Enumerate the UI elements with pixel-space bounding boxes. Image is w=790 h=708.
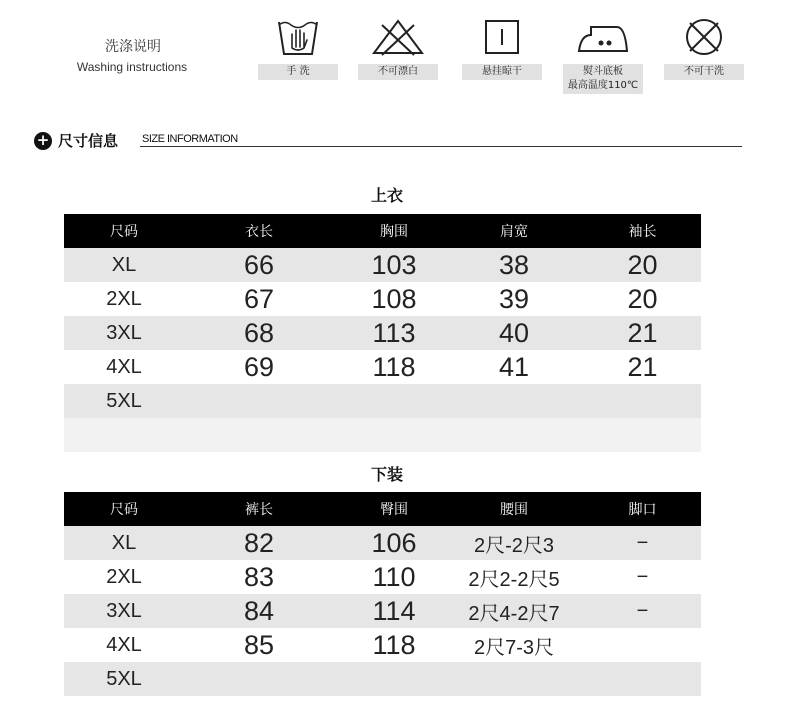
size-cell: XL — [111, 253, 137, 276]
value-cell: 39 — [498, 283, 530, 314]
value-cell — [584, 628, 701, 662]
value-cell: 2尺7-3尺 — [473, 636, 555, 659]
tops-title: 上衣 — [370, 186, 403, 205]
care-label: 熨斗底板 最高温度110℃ — [563, 64, 643, 94]
table-row-spacer — [64, 418, 701, 452]
pants-table — [64, 492, 701, 696]
no-bleach-icon — [358, 14, 438, 60]
care-label: 不可漂白 — [358, 64, 438, 80]
size-info-subtitle: SIZE INFORMATION — [142, 133, 238, 145]
value-cell: 2尺4-2尺7 — [468, 602, 560, 625]
size-cell: 5XL — [106, 667, 142, 690]
care-label: 手 洗 — [258, 64, 338, 80]
value-cell: 21 — [627, 317, 658, 348]
table-row — [64, 350, 701, 384]
value-cell: 114 — [372, 595, 416, 626]
table-row — [64, 248, 701, 282]
value-cell: 110 — [372, 561, 416, 592]
table-row — [64, 628, 701, 662]
size-cell: 3XL — [106, 599, 142, 622]
value-cell: 40 — [498, 317, 530, 348]
size-cell: 3XL — [106, 321, 142, 344]
table-header — [64, 492, 701, 526]
table-row — [64, 282, 701, 316]
value-cell: 82 — [243, 527, 275, 558]
size-cell: 4XL — [106, 633, 142, 656]
table-header — [64, 214, 701, 248]
table-row — [64, 662, 701, 696]
line-dry-icon — [462, 14, 542, 60]
care-iron — [563, 14, 643, 94]
value-cell: 118 — [372, 629, 416, 660]
header-cell: 胸围 — [380, 224, 408, 240]
header-cell: 裤长 — [245, 502, 273, 518]
value-cell: 38 — [498, 249, 530, 280]
size-cell: 5XL — [106, 389, 142, 412]
care-hand-wash — [258, 14, 338, 80]
table-row — [64, 560, 701, 594]
value-cell: 113 — [372, 317, 416, 348]
value-cell: 103 — [371, 249, 417, 280]
value-cell: 106 — [371, 527, 417, 558]
value-cell: 85 — [243, 629, 275, 660]
table-row — [64, 594, 701, 628]
care-no-bleach — [358, 14, 438, 80]
care-no-dry-clean — [664, 14, 744, 80]
header-cell: 臀围 — [380, 502, 408, 518]
value-cell: 66 — [243, 249, 275, 280]
header-cell: 腰围 — [500, 502, 528, 518]
size-cell: XL — [111, 531, 137, 554]
value-cell: − — [636, 599, 649, 622]
value-cell: 118 — [372, 351, 416, 382]
size-cell: 2XL — [106, 565, 142, 588]
value-cell: − — [636, 531, 649, 554]
no-dry-clean-icon — [664, 14, 744, 60]
value-cell: 108 — [371, 283, 417, 314]
table-row — [64, 384, 701, 418]
pants-title: 下装 — [370, 465, 403, 484]
value-cell: 21 — [627, 351, 658, 382]
care-label: 不可干洗 — [664, 64, 744, 80]
value-cell: 68 — [243, 317, 275, 348]
care-label: 悬挂晾干 — [462, 64, 542, 80]
value-cell: 67 — [243, 283, 275, 314]
header-cell: 脚口 — [628, 502, 657, 518]
table-row — [64, 316, 701, 350]
header-cell: 袖长 — [628, 224, 657, 240]
divider — [140, 146, 742, 147]
iron-icon — [563, 14, 643, 60]
header-cell: 肩宽 — [500, 224, 528, 240]
value-cell: 20 — [627, 249, 658, 280]
value-cell: 2尺2-2尺5 — [468, 568, 560, 591]
table-row — [64, 526, 701, 560]
plus-icon: + — [34, 132, 52, 150]
size-cell: 2XL — [106, 287, 142, 310]
tops-table — [64, 214, 701, 452]
size-info-label: 尺寸信息 — [58, 132, 119, 150]
value-cell: 20 — [627, 283, 658, 314]
value-cell: 2尺-2尺3 — [473, 534, 555, 557]
hand-wash-icon — [258, 14, 338, 60]
header-cell: 尺码 — [110, 502, 138, 518]
header-cell: 尺码 — [110, 224, 138, 240]
care-line-dry — [462, 14, 542, 80]
size-info-title — [34, 130, 118, 151]
washing-subtitle: Washing instructions — [76, 60, 188, 74]
size-cell: 4XL — [106, 355, 142, 378]
value-cell: − — [636, 565, 649, 588]
value-cell: 69 — [243, 351, 275, 382]
value-cell: 83 — [243, 561, 275, 592]
header-cell: 衣长 — [245, 224, 273, 240]
washing-title: 洗涤说明 — [105, 39, 161, 55]
value-cell: 41 — [498, 351, 530, 382]
value-cell: 84 — [243, 595, 275, 626]
